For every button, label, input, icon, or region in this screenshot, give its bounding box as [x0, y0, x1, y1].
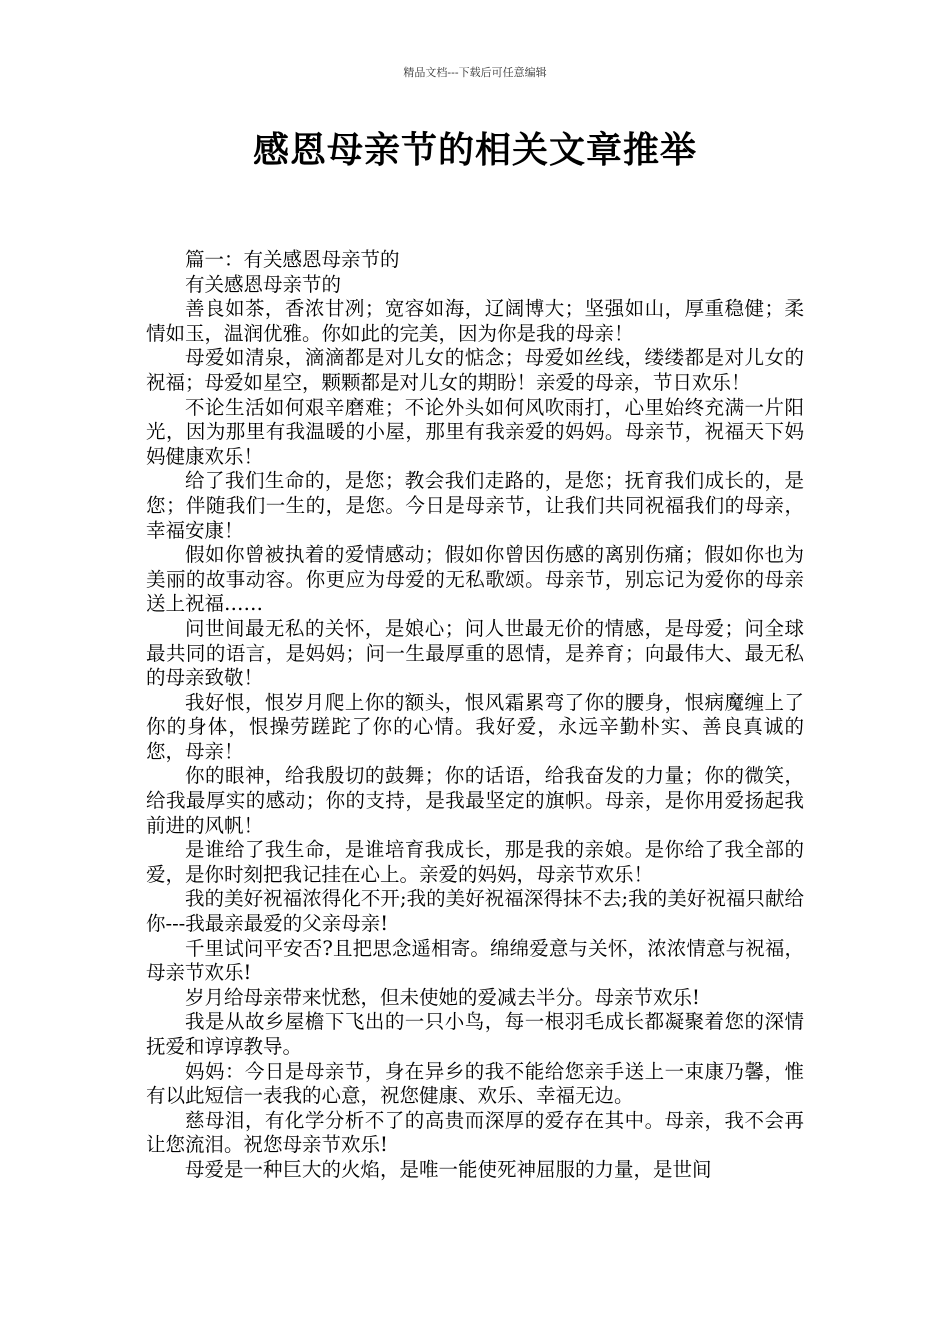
paragraph: 千里试问平安否?且把思念遥相寄。绵绵爱意与关怀，浓浓情意与祝福，母亲节欢乐! [146, 936, 804, 985]
paragraph: 你的眼神，给我殷切的鼓舞；你的话语，给我奋发的力量；你的微笑，给我最厚实的感动；你的支持，是我最坚定的旗帜。母亲，是你用爱扬起我前进的风帆！ [146, 764, 804, 837]
paragraph: 妈妈：今日是母亲节，身在异乡的我不能给您亲手送上一束康乃馨，惟有以此短信一表我的心意，祝您健康、欢乐、幸福无边。 [146, 1059, 804, 1108]
document-title: 感恩母亲节的相关文章推举 [252, 130, 697, 171]
paragraph: 不论生活如何艰辛磨难；不论外头如何风吹雨打，心里始终充满一片阳光，因为那里有我温暖的小屋，那里有我亲爱的妈妈。母亲节，祝福天下妈妈健康欢乐！ [146, 395, 804, 468]
paragraph: 我是从故乡屋檐下飞出的一只小鸟，每一根羽毛成长都凝聚着您的深情抚爱和谆谆教导。 [146, 1010, 804, 1058]
paragraph: 善良如茶，香浓甘冽；宽容如海，辽阔博大；坚强如山，厚重稳健；柔情如玉，温润优雅。你如此的完美，因为你是我的母亲！ [146, 297, 804, 345]
paragraph: 我好恨，恨岁月爬上你的额头，恨风霜累弯了你的腰身，恨病魔缠上了你的身体，恨操劳蹉跎了你的心情。我好爱，永远辛勤朴实、善良真诚的您，母亲！ [146, 690, 804, 763]
paragraph: 给了我们生命的，是您；教会我们走路的，是您；抚育我们成长的，是您；伴随我们一生的，是您。今日是母亲节，让我们共同祝福我们的母亲，幸福安康！ [146, 469, 804, 542]
paragraph-section-heading: 篇一：有关感恩母亲节的 [185, 248, 400, 271]
paragraph-subheading: 有关感恩母亲节的 [185, 272, 342, 296]
paragraph: 岁月给母亲带来忧愁，但未使她的爱减去半分。母亲节欢乐! [185, 985, 700, 1009]
document-body [146, 248, 804, 1183]
header-note: 精品文档---下载后可任意编辑 [403, 66, 547, 79]
paragraph: 是谁给了我生命，是谁培育我成长，那是我的亲娘。是你给了我全部的爱，是你时刻把我记挂在心上。亲爱的妈妈，母亲节欢乐！ [146, 838, 804, 886]
paragraph: 慈母泪，有化学分析不了的高贵而深厚的爱存在其中。母亲，我不会再让您流泪。祝您母亲节欢乐! [146, 1108, 804, 1157]
paragraph: 母爱如清泉，滴滴都是对儿女的惦念；母爱如丝线，缕缕都是对儿女的祝福；母爱如星空，颗颗都是对儿女的期盼！亲爱的母亲，节日欢乐！ [146, 346, 804, 394]
paragraph: 问世间最无私的关怀，是娘心；问人世最无价的情感，是母爱；问全球最共同的语言，是妈妈；问一生最厚重的恩情，是养育；向最伟大、最无私的母亲致敬！ [146, 616, 804, 690]
paragraph: 假如你曾被执着的爱情感动；假如你曾因伤感的离别伤痛；假如你也为美丽的故事动容。你更应为母爱的无私歌颂。母亲节，别忘记为爱你的母亲送上祝福…… [146, 543, 804, 616]
paragraph: 母爱是一种巨大的火焰，是唯一能使死神屈服的力量，是世间 [185, 1157, 712, 1181]
paragraph: 我的美好祝福浓得化不开;我的美好祝福深得抹不去;我的美好祝福只献给你---我最亲最爱的父亲母亲! [146, 887, 804, 936]
